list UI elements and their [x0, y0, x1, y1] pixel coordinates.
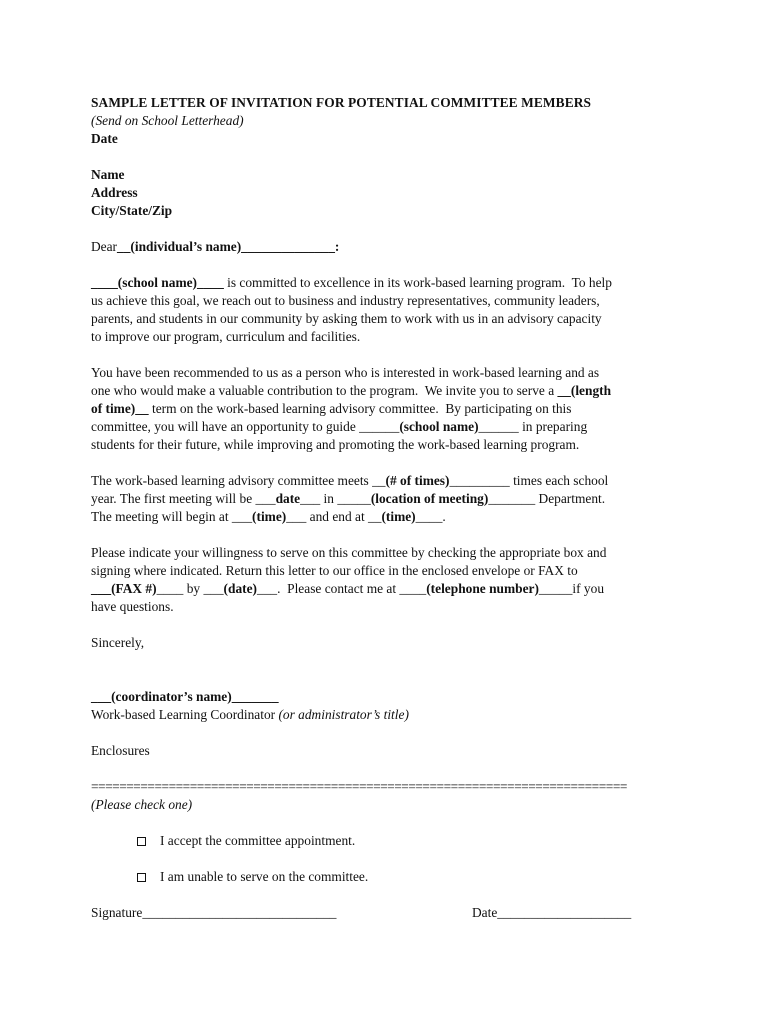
- paragraph-1-text: is committed to excellence in its work-based learning program. To help: [223, 275, 612, 290]
- paragraph-2-line-4-end: ______ in preparing: [478, 419, 588, 434]
- paragraph-1-line-3: parents, and students in our community by asking them to work with us in an advisory capacity: [91, 311, 602, 326]
- recipient-city: City/State/Zip: [91, 203, 173, 218]
- meeting-location-field: (location of meeting): [370, 491, 489, 506]
- accept-option-label: I accept the committee appointment.: [160, 833, 356, 848]
- date-line: Date: [91, 131, 118, 146]
- meeting-begin-text: The meeting will begin at ___: [91, 509, 253, 524]
- salutation: [91, 238, 681, 256]
- department-text: _______ Department.: [488, 491, 606, 506]
- enclosures: Enclosures: [91, 743, 150, 758]
- length-of-time-field-end: of time)__: [91, 401, 149, 416]
- school-blank-pre: ____: [91, 275, 118, 290]
- recipient-name: Name: [91, 167, 125, 182]
- paragraph-4-line-2: signing where indicated. Return this letter to our office in the enclosed envelope or FAX to: [91, 563, 578, 578]
- paragraph-4-line-1: Please indicate your willingness to serve on this committee by checking the appropriate box and: [91, 545, 607, 560]
- paragraph-2-line-1: You have been recommended to us as a person who is interested in work-based learning and as: [91, 365, 600, 380]
- coordinator-blank-post: _______: [231, 689, 279, 704]
- if-you-text: _____if you: [538, 581, 605, 596]
- paragraph-1-line-2: us achieve this goal, we reach out to business and industry representatives, community leaders,: [91, 293, 600, 308]
- administrator-title: (or administrator’s title): [278, 707, 409, 722]
- paragraph-1: [91, 274, 681, 346]
- coordinator-title-line: [91, 706, 681, 724]
- meeting-end-text: ___ and end at __: [286, 509, 382, 524]
- salutation-dear: Dear: [91, 239, 118, 254]
- meeting-in-text: ___ in _____: [300, 491, 371, 506]
- letter-title: SAMPLE LETTER OF INVITATION FOR POTENTIAL COMMITTEE MEMBERS: [91, 95, 592, 110]
- paragraph-4: [91, 544, 681, 616]
- decline-checkbox[interactable]: [137, 873, 146, 882]
- coordinator-name-line: [91, 688, 681, 706]
- salutation-field: (individual’s name): [130, 239, 242, 254]
- start-time-field: (time): [252, 509, 287, 524]
- separator-line: ============================================================================: [91, 779, 627, 794]
- closing-sincerely: Sincerely,: [91, 635, 145, 650]
- letter-page: [91, 94, 681, 922]
- paragraph-2-line-4: committee, you will have an opportunity to guide ______: [91, 419, 400, 434]
- paragraph-2: [91, 364, 681, 454]
- salutation-blank-pre: __: [117, 239, 131, 254]
- accept-checkbox[interactable]: [137, 837, 146, 846]
- paragraph-3: [91, 472, 681, 526]
- fax-blank-pre: ___: [91, 581, 112, 596]
- meeting-date-field: date: [275, 491, 301, 506]
- letterhead-note: (Send on School Letterhead): [91, 113, 244, 128]
- school-name-field: (school name): [117, 275, 198, 290]
- meeting-end-blank: ____.: [415, 509, 446, 524]
- first-meeting-text: year. The first meeting will be ___: [91, 491, 276, 506]
- contact-text: ___. Please contact me at ____: [257, 581, 427, 596]
- signature-field[interactable]: Signature_____________________________: [91, 905, 337, 920]
- accept-option[interactable]: [137, 832, 681, 850]
- decline-option[interactable]: [137, 868, 681, 886]
- recipient-address: Address: [91, 185, 138, 200]
- signature-date-field[interactable]: Date____________________: [472, 905, 632, 920]
- paragraph-1-line-4: to improve our program, curriculum and facilities.: [91, 329, 361, 344]
- return-date-field: (date): [223, 581, 258, 596]
- fax-field: (FAX #): [111, 581, 157, 596]
- length-of-time-field: __(length: [557, 383, 612, 398]
- meetings-text: The work-based learning advisory committee meets __: [91, 473, 386, 488]
- number-of-times-field: (# of times): [385, 473, 450, 488]
- paragraph-2-line-5: students for their future, while improving and promoting the work-based learning program.: [91, 437, 580, 452]
- salutation-blank-post: ______________:: [241, 239, 340, 254]
- school-blank-post: ____: [197, 275, 224, 290]
- end-time-field: (time): [381, 509, 416, 524]
- decline-option-label: I am unable to serve on the committee.: [160, 869, 369, 884]
- by-text: ____ by ___: [156, 581, 224, 596]
- paragraph-2-line-2: one who would make a valuable contribution to the program. We invite you to serve a: [91, 383, 558, 398]
- telephone-field: (telephone number): [426, 581, 539, 596]
- paragraph-2-line-3: term on the work-based learning advisory committee. By participating on this: [148, 401, 572, 416]
- paragraph-4-line-4: have questions.: [91, 599, 174, 614]
- check-instruction: (Please check one): [91, 797, 193, 812]
- coordinator-blank-pre: ___: [91, 689, 112, 704]
- signature-row: [91, 904, 681, 922]
- meetings-text-end: _________ times each school: [449, 473, 609, 488]
- school-name-field-2: (school name): [399, 419, 479, 434]
- coordinator-title: Work-based Learning Coordinator: [91, 707, 279, 722]
- coordinator-name-field: (coordinator’s name): [111, 689, 232, 704]
